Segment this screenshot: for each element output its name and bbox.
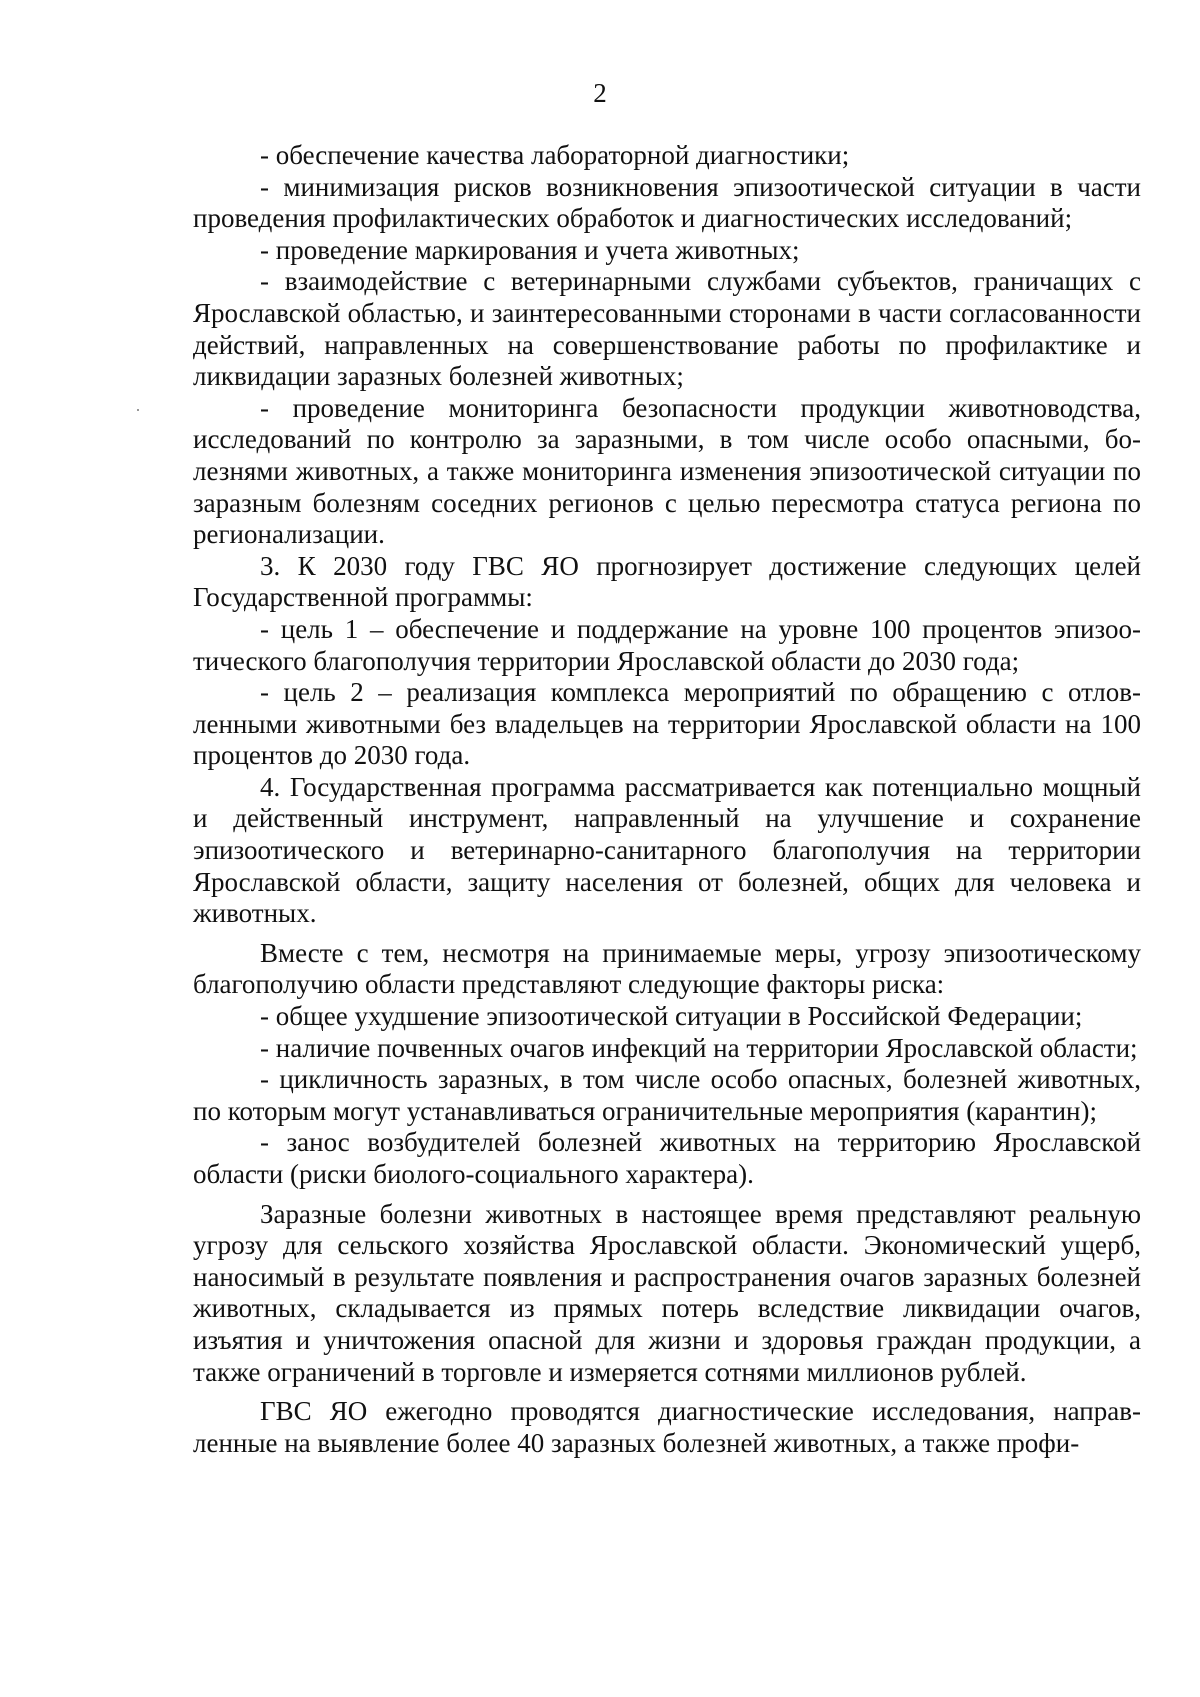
risk-factor-1: - общее ухудшение эпизоотической ситуации в Российской Федерации; (260, 1001, 1083, 1032)
bullet-animal-marking: - проведение маркирования и учета животных; (260, 234, 800, 265)
bullet-risk-minimization: - минимизация рисков возникновения эпизоотической ситуации в части проведения профилактических обработок и диагностических исследований; (193, 171, 1141, 234)
paragraph-4-program: 4. Государственная программа рассматривается как потенциально мощный и действенный инструмент, направленный на улучшение и сохранение эпизоотического и ветеринарно-санитарного благополучия на территории Ярославской области, защиту населения от болезней, общих для человека и животных. (193, 771, 1141, 929)
risk-factor-4: - занос возбудителей болезней животных на территорию Ярославской области (риски биолого-социального характера). (193, 1127, 1141, 1189)
document-body (193, 140, 1141, 1459)
risk-factors-intro: Вместе с тем, несмотря на принимаемые меры, угрозу эпизоотическому благополучию области представляют следующие факторы риска: (193, 937, 1141, 1000)
scan-speck (137, 409, 139, 411)
bullet-monitoring: - проведение мониторинга безопасности продукции животноводства, исследований по контролю за заразными, в том числе особо опасными, болезнями животных, а также мониторинга изменения эпизоотической ситуации по заразным болезням соседних регионов с целью пересмотра статуса региона по регионализации. (193, 392, 1141, 550)
risk-factor-2: - наличие почвенных очагов инфекций на территории Ярославской области; (260, 1032, 1138, 1063)
goal-2: - цель 2 – реализация комплекса мероприятий по обращению с отловленными животными без владельцев на территории Ярославской области на 100 процентов до 2030 года. (193, 677, 1141, 771)
bullet-interaction-services: - взаимодействие с ветеринарными службами субъектов, граничащих с Ярославской областью, и заинтересованными сторонами в части согласованности действий, направленных на совершенствование работы по профилактике и ликвидации заразных болезней животных; (193, 266, 1141, 392)
risk-factor-3: - цикличность заразных, в том числе особо опасных, болезней животных, по которым могут устанавливаться ограничительные мероприятия (карантин); (193, 1064, 1141, 1126)
economic-damage-paragraph: Заразные болезни животных в настоящее время представляют реальную угрозу для сельского хозяйства Ярославской области. Экономический ущерб, наносимый в результате появления и распространения очагов заразных болезней животных, складывается из прямых потерь вследствие ликвидации очагов, изъятия и уничтожения опасной для жизни и здоровья граждан продукции, а также ограничений в торговле и измеряется сотнями миллионов рублей. (193, 1198, 1141, 1387)
paragraph-3-goals: 3. К 2030 году ГВС ЯО прогнозирует достижение следующих целей Государственной программы: (193, 550, 1141, 613)
diagnostics-paragraph: ГВС ЯО ежегодно проводятся диагностические исследования, направленные на выявление более 40 заразных болезней животных, а также профи- (193, 1396, 1141, 1458)
bullet-lab-diagnostics: - обеспечение качества лабораторной диагностики; (260, 140, 850, 170)
page-number: 2 (593, 78, 607, 108)
goal-1: - цель 1 – обеспечение и поддержание на уровне 100 процентов эпизоотического благополучия территории Ярославской области до 2030 года; (193, 613, 1141, 676)
